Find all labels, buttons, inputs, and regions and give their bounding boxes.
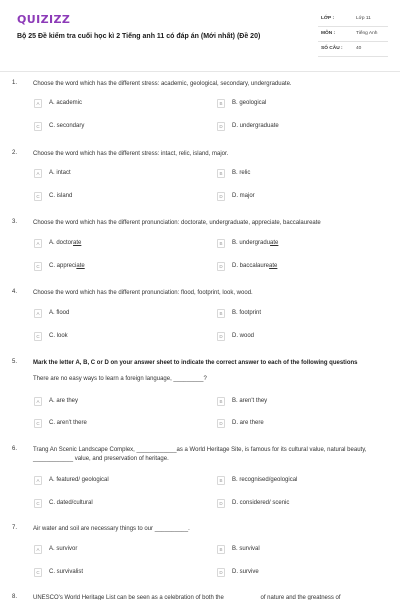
option-text: A. featured/ geological xyxy=(49,477,109,483)
option-letter-box: A xyxy=(34,309,42,318)
option-text: B. recognised/geological xyxy=(232,477,298,483)
option-letter-box: C xyxy=(34,192,42,201)
option-text: C. island xyxy=(49,193,73,199)
question-text: Choose the word which has the different stress: academic, geological, secondary, undergraduate. xyxy=(33,81,292,87)
meta-label: SỐ CÂU : xyxy=(321,46,343,51)
option-letter-box: C xyxy=(34,419,42,428)
option-text: A. intact xyxy=(49,170,71,176)
underlined-part: ate xyxy=(73,240,82,246)
option-text: C. dated/cultural xyxy=(49,500,93,506)
option-text: B. geological xyxy=(232,100,267,106)
question-number: 8. xyxy=(12,594,18,600)
question-number: 4. xyxy=(12,289,18,295)
quizizz-logo: QUIZIZZ xyxy=(17,13,71,26)
option-text: B. footprint xyxy=(232,310,262,316)
option-letter-box: B xyxy=(217,99,225,108)
option-letter-box: D xyxy=(217,419,225,428)
question-text: Choose the word which has the different pronunciation: flood, footprint, look, wood. xyxy=(33,290,253,296)
option-text-stem: D. baccalaure xyxy=(232,263,270,269)
option-text: C. secondary xyxy=(49,123,85,129)
question-text: UNESCO's World Heritage List can be seen as a celebration of both the __________ of nature and the greatness of xyxy=(33,595,341,600)
option-letter-box: D xyxy=(217,332,225,341)
question-text: Choose the word which has the different pronunciation: doctorate, undergraduate, appreciate, baccalaureate xyxy=(33,220,321,226)
option-text xyxy=(232,240,278,246)
option-text: B. survival xyxy=(232,546,260,552)
question-number: 6. xyxy=(12,446,18,452)
option-text-stem: A. doctor xyxy=(49,240,74,246)
document-header xyxy=(0,0,400,70)
option-text: A. survivor xyxy=(49,546,78,552)
option-text xyxy=(232,263,277,269)
option-text xyxy=(49,240,81,246)
option-letter-box: A xyxy=(34,239,42,248)
option-letter-box: B xyxy=(217,476,225,485)
option-text: D. major xyxy=(232,193,255,199)
question-number: 5. xyxy=(12,359,18,365)
option-letter-box: C xyxy=(34,262,42,271)
question-number: 1. xyxy=(12,80,18,86)
option-text: A. academic xyxy=(49,100,83,106)
option-letter-box: C xyxy=(34,332,42,341)
underlined-part: ate xyxy=(269,263,278,269)
option-letter-box: D xyxy=(217,568,225,577)
option-letter-box: D xyxy=(217,262,225,271)
option-letter-box: A xyxy=(34,476,42,485)
option-text: D. survive xyxy=(232,569,259,575)
option-letter-box: B xyxy=(217,309,225,318)
question-text: Trang An Scenic Landscape Complex, ____________as a World Heritage Site, is famous for its cultural value, natural beauty, ____________ value, and preservation of heritage. xyxy=(33,447,367,462)
option-letter-box: A xyxy=(34,99,42,108)
option-text: D. undergraduate xyxy=(232,123,279,129)
option-letter-box: C xyxy=(34,499,42,508)
option-letter-box: B xyxy=(217,239,225,248)
question-text: Choose the word which has the different stress: intact, relic, island, major. xyxy=(33,151,229,157)
option-text: A. are they xyxy=(49,398,79,404)
option-letter-box: D xyxy=(217,499,225,508)
option-letter-box: B xyxy=(217,397,225,406)
option-text: A. flood xyxy=(49,310,70,316)
option-text: D. considered/ scenic xyxy=(232,500,290,506)
question-instruction: Mark the letter A, B, C or D on your answer sheet to indicate the correct answer to each of the following questions xyxy=(33,360,358,366)
question-number: 7. xyxy=(12,525,18,531)
option-text: B. relic xyxy=(232,170,251,176)
option-letter-box: A xyxy=(34,169,42,178)
option-text: D. are there xyxy=(232,420,264,426)
meta-label: LỚP : xyxy=(321,16,335,21)
question-text: There are no easy ways to learn a foreign language, _________? xyxy=(33,376,207,382)
option-text: B. aren't they xyxy=(232,398,268,404)
option-letter-box: D xyxy=(217,122,225,131)
meta-value: 40 xyxy=(356,46,362,51)
option-letter-box: B xyxy=(217,545,225,554)
option-letter-box: B xyxy=(217,169,225,178)
meta-grade xyxy=(318,13,388,27)
option-text-stem: C. appreci xyxy=(49,263,77,269)
option-letter-box: C xyxy=(34,568,42,577)
option-letter-box: A xyxy=(34,545,42,554)
header-divider xyxy=(0,71,400,72)
meta-value: Tiếng Anh xyxy=(356,31,378,36)
option-text-stem: B. undergradu xyxy=(232,240,271,246)
meta-subject xyxy=(318,28,388,42)
option-text: C. aren't there xyxy=(49,420,87,426)
option-text: D. wood xyxy=(232,333,255,339)
meta-question-count xyxy=(318,43,388,57)
meta-value: Lớp 11 xyxy=(356,16,371,21)
option-letter-box: C xyxy=(34,122,42,131)
option-text: C. look xyxy=(49,333,68,339)
option-letter-box: A xyxy=(34,397,42,406)
question-text: Air water and soil are necessary things to our __________. xyxy=(33,526,190,532)
meta-label: MÔN : xyxy=(321,31,336,36)
question-number: 2. xyxy=(12,150,18,156)
underlined-part: ate xyxy=(270,240,279,246)
option-letter-box: D xyxy=(217,192,225,201)
document-title: Bộ 25 Đề kiểm tra cuối học kì 2 Tiếng anh 11 có đáp án (Mới nhất) (Đề 20) xyxy=(17,33,261,40)
option-text xyxy=(49,263,85,269)
question-number: 3. xyxy=(12,219,18,225)
option-text: C. survivalist xyxy=(49,569,84,575)
underlined-part: ate xyxy=(76,263,85,269)
